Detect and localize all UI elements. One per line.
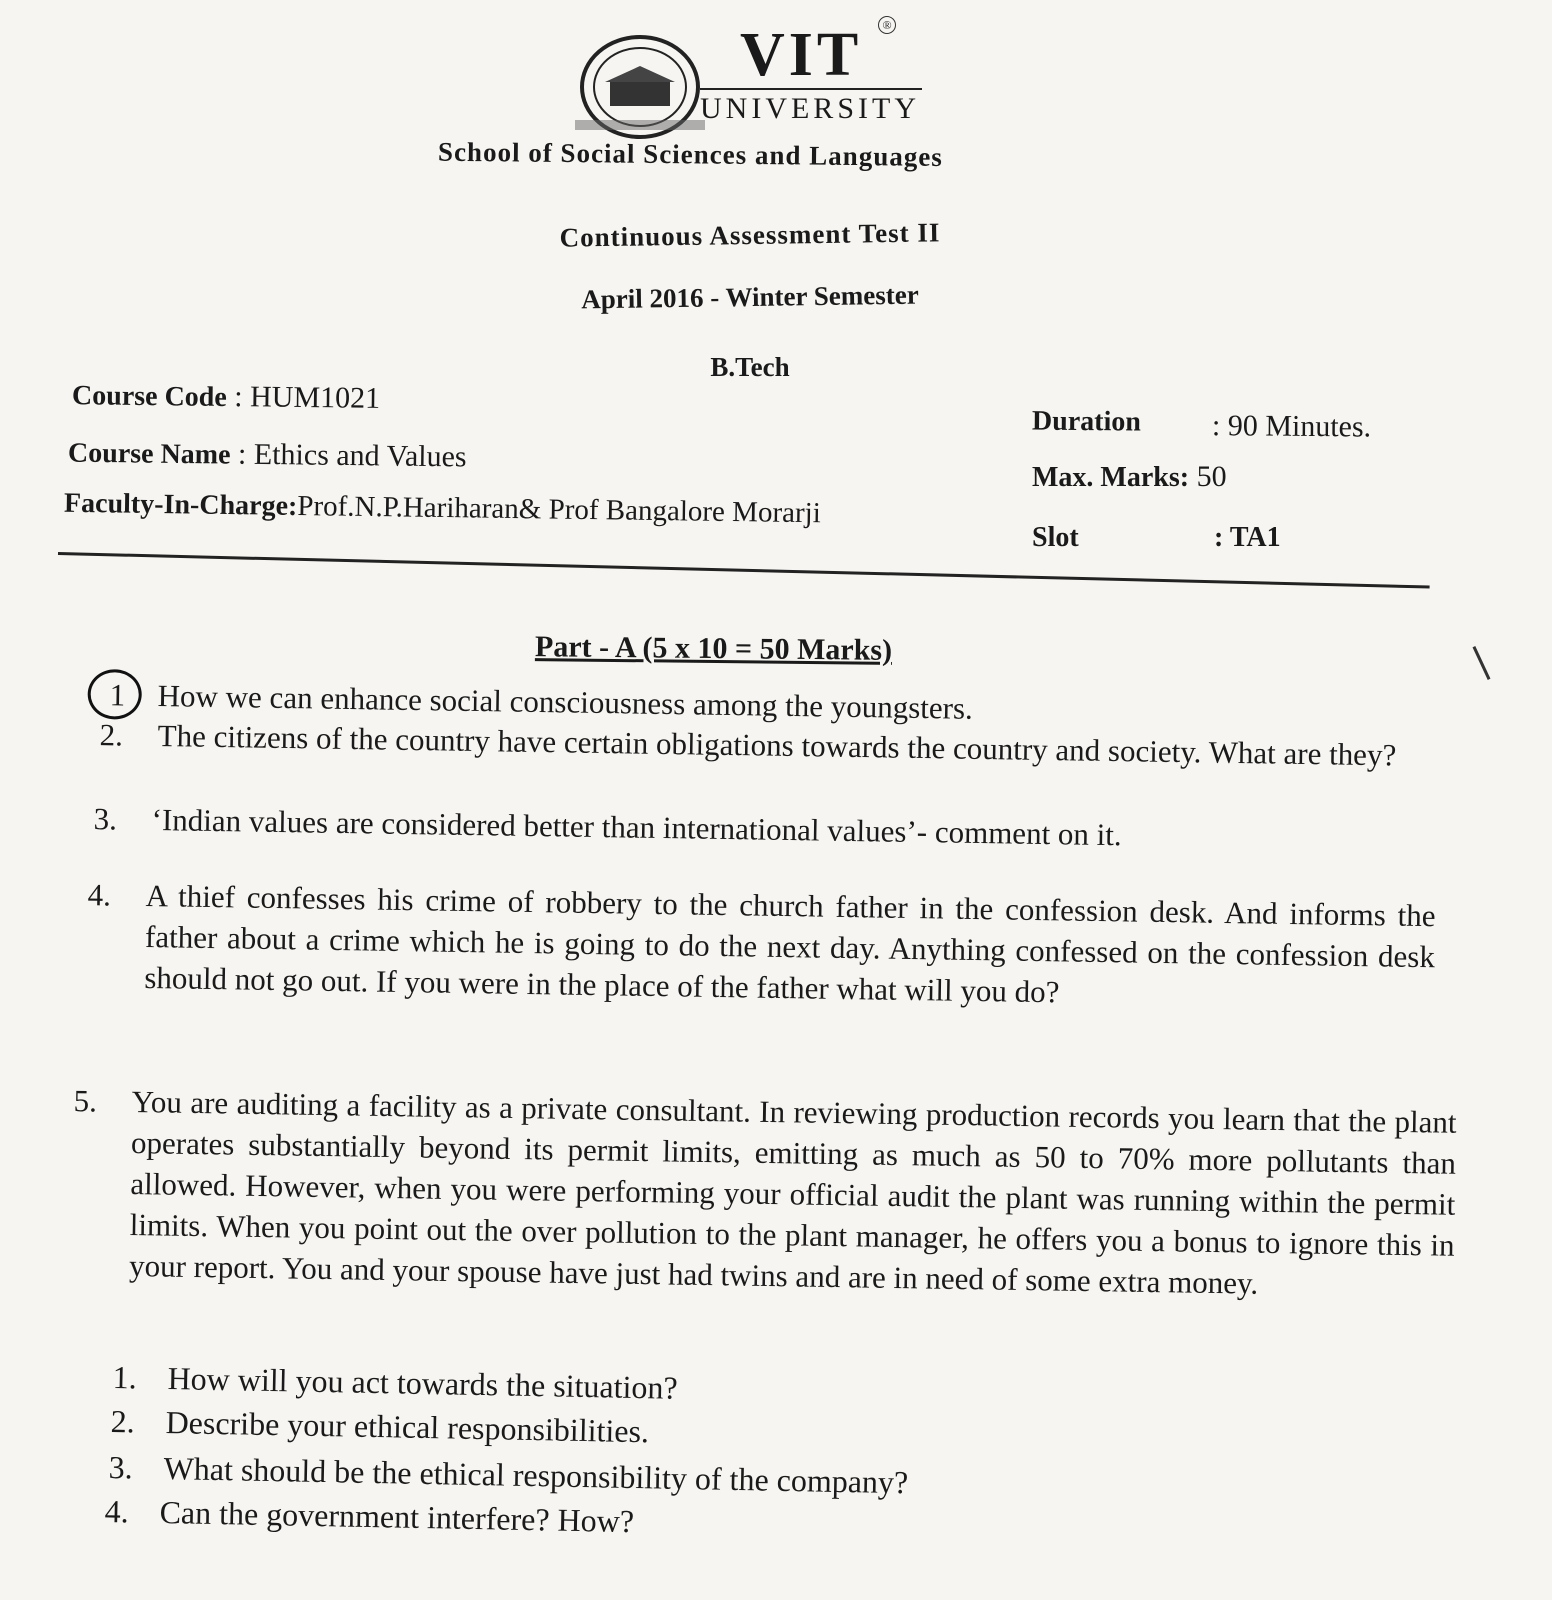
logo-subtitle: UNIVERSITY bbox=[700, 92, 920, 125]
faculty-row bbox=[64, 487, 821, 531]
part-title: Part - A (5 x 10 = 50 Marks) bbox=[534, 630, 893, 667]
course-name-value: : Ethics and Values bbox=[237, 437, 467, 474]
question-text: ‘Indian values are considered better than international values’- comment on it. bbox=[151, 801, 1122, 853]
school-name: School of Social Sciences and Languages bbox=[437, 136, 943, 172]
sub-question-text: Can the government interfere? How? bbox=[159, 1494, 635, 1540]
sub-question-3 bbox=[108, 1448, 909, 1501]
question-text: You are auditing a facility as a private consultant. In reviewing production records you learn that the plant operates substantially beyond its permit limits, emitting as much as 50 to 70% more pollutants than allowed. However, when you were performing your official audit the plant was running within the permit limits. When you point out the over pollution to the plant manager, he offers you a bonus to ignore this in your report. You and your spouse have just had twins and are in need of some extra money. bbox=[128, 1083, 1457, 1301]
sub-question-text: Describe your ethical responsibilities. bbox=[165, 1404, 650, 1450]
sub-question-text: What should be the ethical responsibility of the company? bbox=[163, 1450, 909, 1501]
course-code-label: Course Code bbox=[71, 380, 227, 414]
sub-question-number: 3. bbox=[108, 1448, 134, 1486]
question-text: How we can enhance social consciousness among the youngsters. bbox=[157, 677, 974, 726]
course-name-row bbox=[68, 436, 467, 475]
duration-row bbox=[1031, 404, 1372, 444]
duration-value: : 90 Minutes. bbox=[1211, 409, 1372, 444]
duration-label: Duration bbox=[1031, 405, 1142, 438]
header-divider bbox=[58, 552, 1430, 589]
trademark-mark: ® bbox=[878, 16, 896, 34]
question-text: The citizens of the country have certain obligations towards the country and society. What are they? bbox=[157, 717, 1397, 773]
slot-value: : TA1 bbox=[1214, 522, 1281, 553]
sub-question-number: 2. bbox=[110, 1402, 136, 1440]
degree: B.Tech bbox=[710, 352, 790, 382]
question-number: 2. bbox=[99, 717, 124, 753]
question-number: 4. bbox=[87, 877, 112, 913]
faculty-value: Prof.N.P.Hariharan& Prof Bangalore Morarji bbox=[297, 489, 821, 530]
question-number: 1 bbox=[109, 677, 126, 713]
question-number: 5. bbox=[73, 1083, 98, 1119]
pen-mark bbox=[1473, 646, 1491, 680]
sub-question-number: 4. bbox=[104, 1492, 130, 1530]
question-text: A thief confesses his crime of robbery to the church father in the confession desk. And informs the father about a crime which he is going to do the next day. Anything confessed on the confession desk should not go out. If you were in the place of the father what will you do? bbox=[144, 877, 1436, 1010]
logo-divider bbox=[700, 88, 922, 90]
faculty-label: Faculty-In-Charge: bbox=[63, 487, 298, 522]
sub-question-4 bbox=[104, 1492, 635, 1540]
max-marks-row bbox=[1032, 460, 1227, 494]
sub-question-2 bbox=[110, 1402, 650, 1450]
exam-title: Continuous Assessment Test II bbox=[559, 217, 941, 253]
sub-question-1 bbox=[112, 1358, 679, 1407]
question-number: 3. bbox=[93, 801, 118, 837]
logo-brand: VIT bbox=[740, 21, 863, 89]
exam-term: April 2016 - Winter Semester bbox=[581, 279, 919, 315]
slot-row bbox=[1032, 520, 1281, 554]
university-seal-logo bbox=[575, 30, 705, 145]
sub-question-text: How will you act towards the situation? bbox=[167, 1360, 679, 1406]
course-name-label: Course Name bbox=[67, 437, 231, 471]
max-marks-label: Max. Marks: bbox=[1032, 462, 1190, 493]
question-5 bbox=[73, 1082, 1457, 1307]
course-code-row bbox=[72, 378, 381, 416]
sub-question-number: 1. bbox=[112, 1358, 138, 1396]
slot-label: Slot bbox=[1032, 522, 1079, 553]
course-code-value: : HUM1021 bbox=[234, 380, 381, 415]
question-3 bbox=[93, 800, 1401, 861]
question-4 bbox=[87, 876, 1436, 1019]
max-marks-value: 50 bbox=[1196, 460, 1227, 493]
